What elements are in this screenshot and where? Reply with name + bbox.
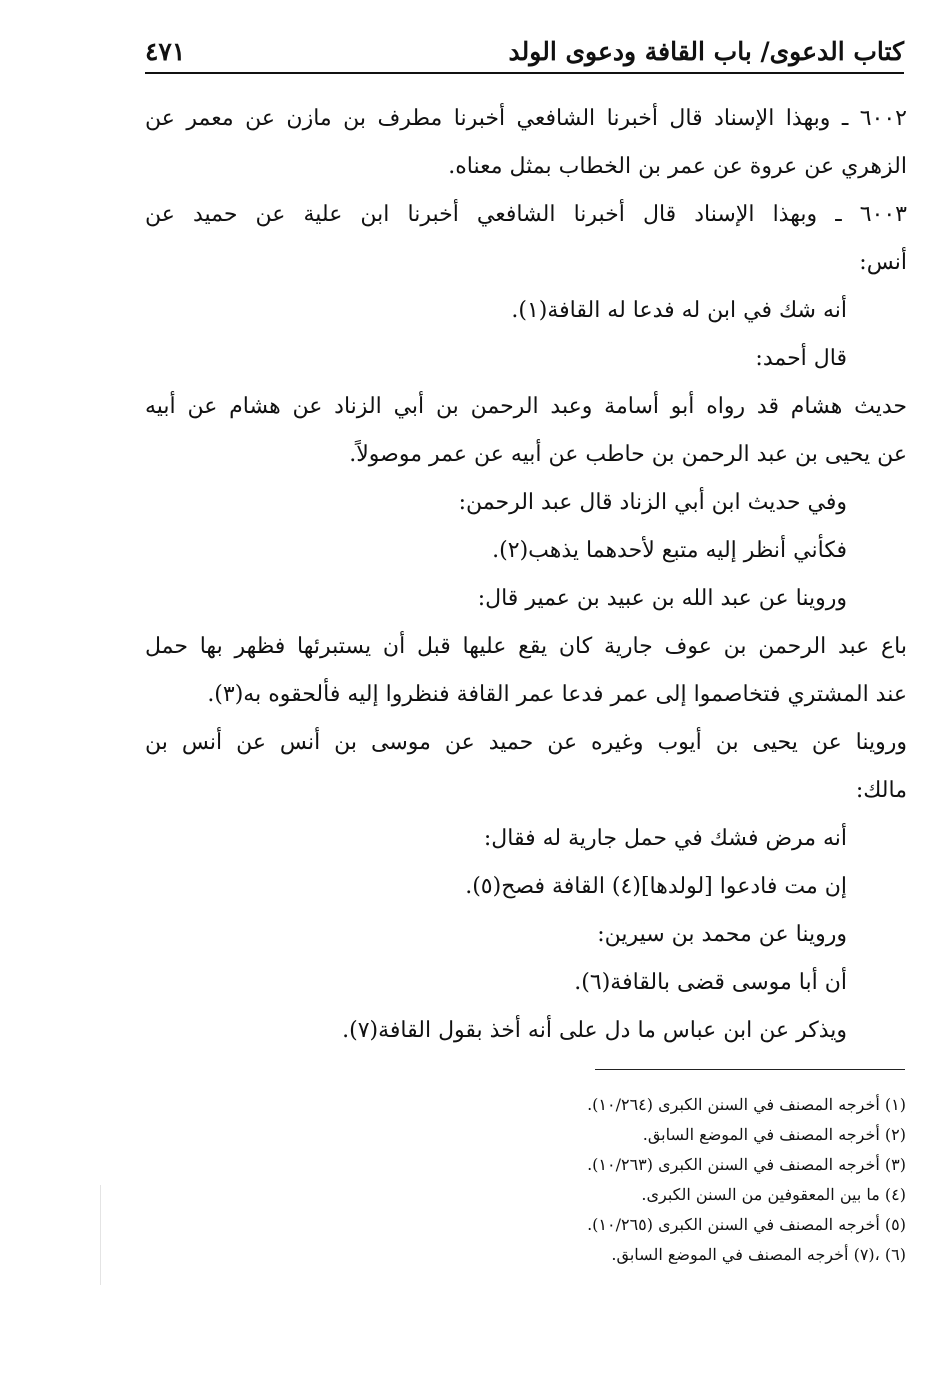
footnotes (587, 1090, 906, 1270)
page-number: ٤٧١ (145, 37, 186, 66)
footnote: (٣) أخرجه المصنف في السنن الكبرى (١٠/٢٦٣). (587, 1155, 906, 1174)
text-line: عن يحيى بن عبد الرحمن بن حاطب عن أبيه عن عمر موصولاً. (349, 442, 907, 467)
text-line: ٦٠٠٢ ـ وبهذا الإسناد قال أخبرنا الشافعي أخبرنا مطرف بن مازن عن معمر عن (145, 106, 907, 131)
text-line: الزهري عن عروة عن عمر بن الخطاب بمثل معناه. (448, 154, 907, 179)
text-line: أن أبا موسى قضى بالقافة(٦). (574, 970, 847, 995)
footnote: (٥) أخرجه المصنف في السنن الكبرى (١٠/٢٦٥). (587, 1215, 906, 1234)
text-line: إن مت فادعوا [لولدها](٤) القافة فصح(٥). (465, 874, 847, 899)
text-line: وفي حديث ابن أبي الزناد قال عبد الرحمن: (458, 490, 847, 515)
scan-margin-line (100, 1185, 101, 1285)
text-line: ويذكر عن ابن عباس ما دل على أنه أخذ بقول القافة(٧). (342, 1018, 847, 1043)
text-line: ٦٠٠٣ ـ وبهذا الإسناد قال أخبرنا الشافعي أخبرنا ابن علية عن حميد عن (145, 202, 907, 227)
text-line: مالك: (855, 778, 907, 803)
page-header (145, 22, 904, 74)
footnote: (٤) ما بين المعقوفين من السنن الكبرى. (641, 1185, 906, 1204)
text-line: باع عبد الرحمن بن عوف جارية كان يقع عليها قبل أن يستبرئها فظهر بها حمل (145, 634, 907, 659)
text-line: قال أحمد: (755, 346, 847, 371)
text-line: أنس: (859, 250, 907, 275)
text-line: وروينا عن يحيى بن أيوب وغيره عن حميد عن موسى بن أنس عن أنس بن (145, 730, 907, 755)
text-line: حديث هشام قد رواه أبو أسامة وعبد الرحمن بن أبي الزناد عن هشام عن أبيه (145, 394, 907, 419)
text-line: فكأني أنظر إليه متبع لأحدهما يذهب(٢). (492, 538, 847, 563)
text-line: وروينا عن عبد الله بن عبيد بن عمير قال: (477, 586, 847, 611)
text-line: أنه مرض فشك في حمل جارية له فقال: (483, 826, 847, 851)
footnote-separator (595, 1069, 905, 1070)
main-text (145, 95, 907, 1055)
footnote: (١) أخرجه المصنف في السنن الكبرى (١٠/٢٦٤). (587, 1095, 906, 1114)
text-line: وروينا عن محمد بن سيرين: (597, 922, 847, 947)
footnote: (٦) ،(٧) أخرجه المصنف في الموضع السابق. (611, 1245, 906, 1264)
text-line: عند المشتري فتخاصموا إلى عمر فدعا عمر القافة فنظروا إليه فألحقوه به(٣). (207, 682, 907, 707)
footnote: (٢) أخرجه المصنف في الموضع السابق. (642, 1125, 906, 1144)
text-line: أنه شك في ابن له فدعا له القافة(١). (511, 298, 847, 323)
chapter-title: كتاب الدعوى/ باب القافة ودعوى الولد (508, 37, 904, 66)
